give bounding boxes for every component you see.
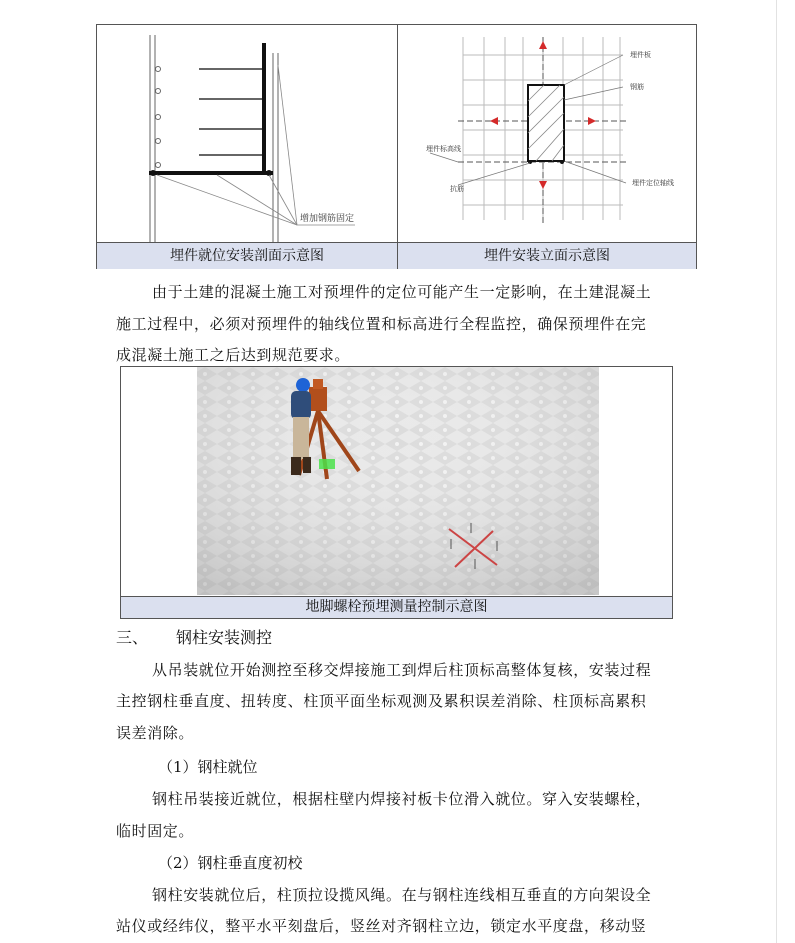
para3-line2: 临时固定。 [116,822,195,840]
figure2-caption: 地脚螺栓预埋测量控制示意图 [120,596,673,619]
rebar-fix-label: 增加钢筋固定 [300,214,355,224]
para2-line2: 主控钢柱垂直度、扭转度、柱顶平面坐标观测及累积误差消除、柱顶标高累积 [116,692,647,710]
elevation-diagram-cell [398,25,696,242]
para1-line3: 成混凝土施工之后达到规范要求。 [116,346,351,364]
page-edge-rule [776,0,777,943]
item1-heading: （1）钢柱就位 [158,758,258,776]
survey-illustration [121,367,672,597]
para3-line1: 钢柱吊装接近就位，根据柱壁内焊接衬板卡位滑入就位。穿入安装螺栓， [152,790,652,808]
caption-section-view: 埋件就位安装剖面示意图 [97,243,398,269]
embed-section-diagram [97,25,397,242]
para2-line1: 从吊装就位开始测控至移交焊接施工到焊后柱顶标高整体复核，安装过程 [152,661,652,679]
anchor-bolt-survey-figure [120,366,673,619]
embed-elevation-diagram [398,25,696,242]
section-number: 三、 [116,628,149,647]
item2-heading: （2）钢柱垂直度初校 [158,854,303,872]
figure-table-embedded-parts [96,24,697,269]
para2-line3: 误差消除。 [116,724,195,742]
section-diagram-cell [97,25,398,242]
anchor-label: 抗筋 [450,185,464,193]
embed-axis-line-label: 埋件定位轴线 [632,179,674,187]
figure1-caption-row [97,242,696,269]
para4-line1: 钢柱安装就位后，柱顶拉设揽风绳。在与钢柱连线相互垂直的方向架设全 [152,886,652,904]
embed-elevation-line-label: 埋件标高线 [426,145,461,153]
para4-line2: 站仪或经纬仪，整平水平刻盘后，竖丝对齐钢柱立边，锁定水平度盘，移动竖 [116,917,647,935]
section-title: 钢柱安装测控 [176,628,273,647]
caption-elevation-view: 埋件安装立面示意图 [484,248,610,264]
para1-line2: 施工过程中，必须对预埋件的轴线位置和标高进行全程监控，确保预埋件在完 [116,315,647,333]
para1-line1: 由于土建的混凝土施工对预埋件的定位可能产生一定影响，在土建混凝土 [152,283,652,301]
surveyor-figure [291,378,311,475]
section-heading [116,626,272,650]
embed-plate-label: 埋件板 [630,51,651,59]
rebar-label: 钢筋 [630,83,644,91]
